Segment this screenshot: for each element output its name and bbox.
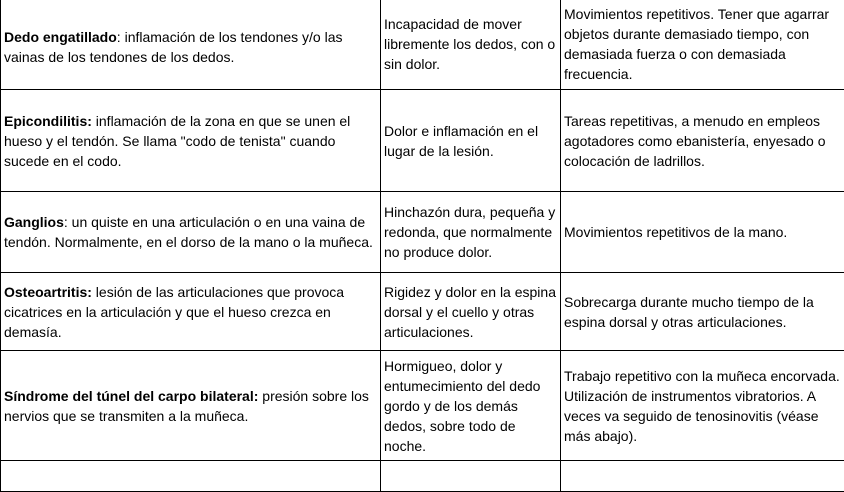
condition-definition: inflamación de los tendones y/o las vainas de los tendones de los dedos. xyxy=(4,29,343,65)
condition-definition: presión sobre los nervios que se transmiten a la muñeca. xyxy=(4,388,369,424)
causes-cell: Movimientos repetitivos de la mano. xyxy=(561,192,844,273)
symptoms-cell: Hormigueo, dolor y entumecimiento del dedo gordo y de los demás dedos, sobre todo de noche. xyxy=(381,351,561,461)
condition-cell xyxy=(1,351,381,461)
condition-cell xyxy=(1,461,381,492)
causes-cell: Trabajo repetitivo con la muñeca encorvada. Utilización de instrumentos vibratorios. A veces va seguido de tenosinovitis (véase más abajo). xyxy=(561,351,844,461)
condition-definition: lesión de las articulaciones que provoca cicatrices en la articulación y que el hueso crezca en demasía. xyxy=(4,284,344,340)
term-separator: : xyxy=(64,214,68,230)
causes-cell: Sobrecarga durante mucho tiempo de la espina dorsal y otras articulaciones. xyxy=(561,273,844,351)
condition-term: Epicondilitis: xyxy=(4,113,92,129)
table-row xyxy=(1,0,844,90)
condition-cell xyxy=(1,273,381,351)
symptoms-cell: Dolor e inflamación en el lugar de la lesión. xyxy=(381,90,561,192)
table-row xyxy=(1,461,844,492)
symptoms-cell: Incapacidad de mover libremente los dedos, con o sin dolor. xyxy=(381,0,561,90)
table-row xyxy=(1,90,844,192)
condition-cell xyxy=(1,192,381,273)
causes-cell: Movimientos repetitivos. Tener que agarrar objetos durante demasiado tiempo, con demasiada fuerza o con demasiada frecuencia. xyxy=(561,0,844,90)
symptoms-cell xyxy=(381,461,561,492)
condition-term: Osteoartritis: xyxy=(4,284,92,300)
table-row xyxy=(1,192,844,273)
term-separator: : xyxy=(117,29,121,45)
condition-term: Síndrome del túnel del carpo bilateral: xyxy=(4,388,258,404)
symptoms-cell: Rigidez y dolor en la espina dorsal y el cuello y otras articulaciones. xyxy=(381,273,561,351)
symptoms-cell: Hinchazón dura, pequeña y redonda, que normalmente no produce dolor. xyxy=(381,192,561,273)
causes-cell xyxy=(561,461,844,492)
table-row xyxy=(1,273,844,351)
condition-term: Dedo engatillado xyxy=(4,29,117,45)
condition-cell xyxy=(1,0,381,90)
condition-definition: un quiste en una articulación o en una vaina de tendón. Normalmente, en el dorso de la mano o la muñeca. xyxy=(4,214,373,250)
table-row xyxy=(1,351,844,461)
causes-cell: Tareas repetitivas, a menudo en empleos agotadores como ebanistería, enyesado o colocación de ladrillos. xyxy=(561,90,844,192)
condition-definition: inflamación de la zona en que se unen el hueso y el tendón. Se llama "codo de tenista" cuando sucede en el codo. xyxy=(4,113,350,169)
condition-term: Ganglios xyxy=(4,214,64,230)
condition-cell xyxy=(1,90,381,192)
